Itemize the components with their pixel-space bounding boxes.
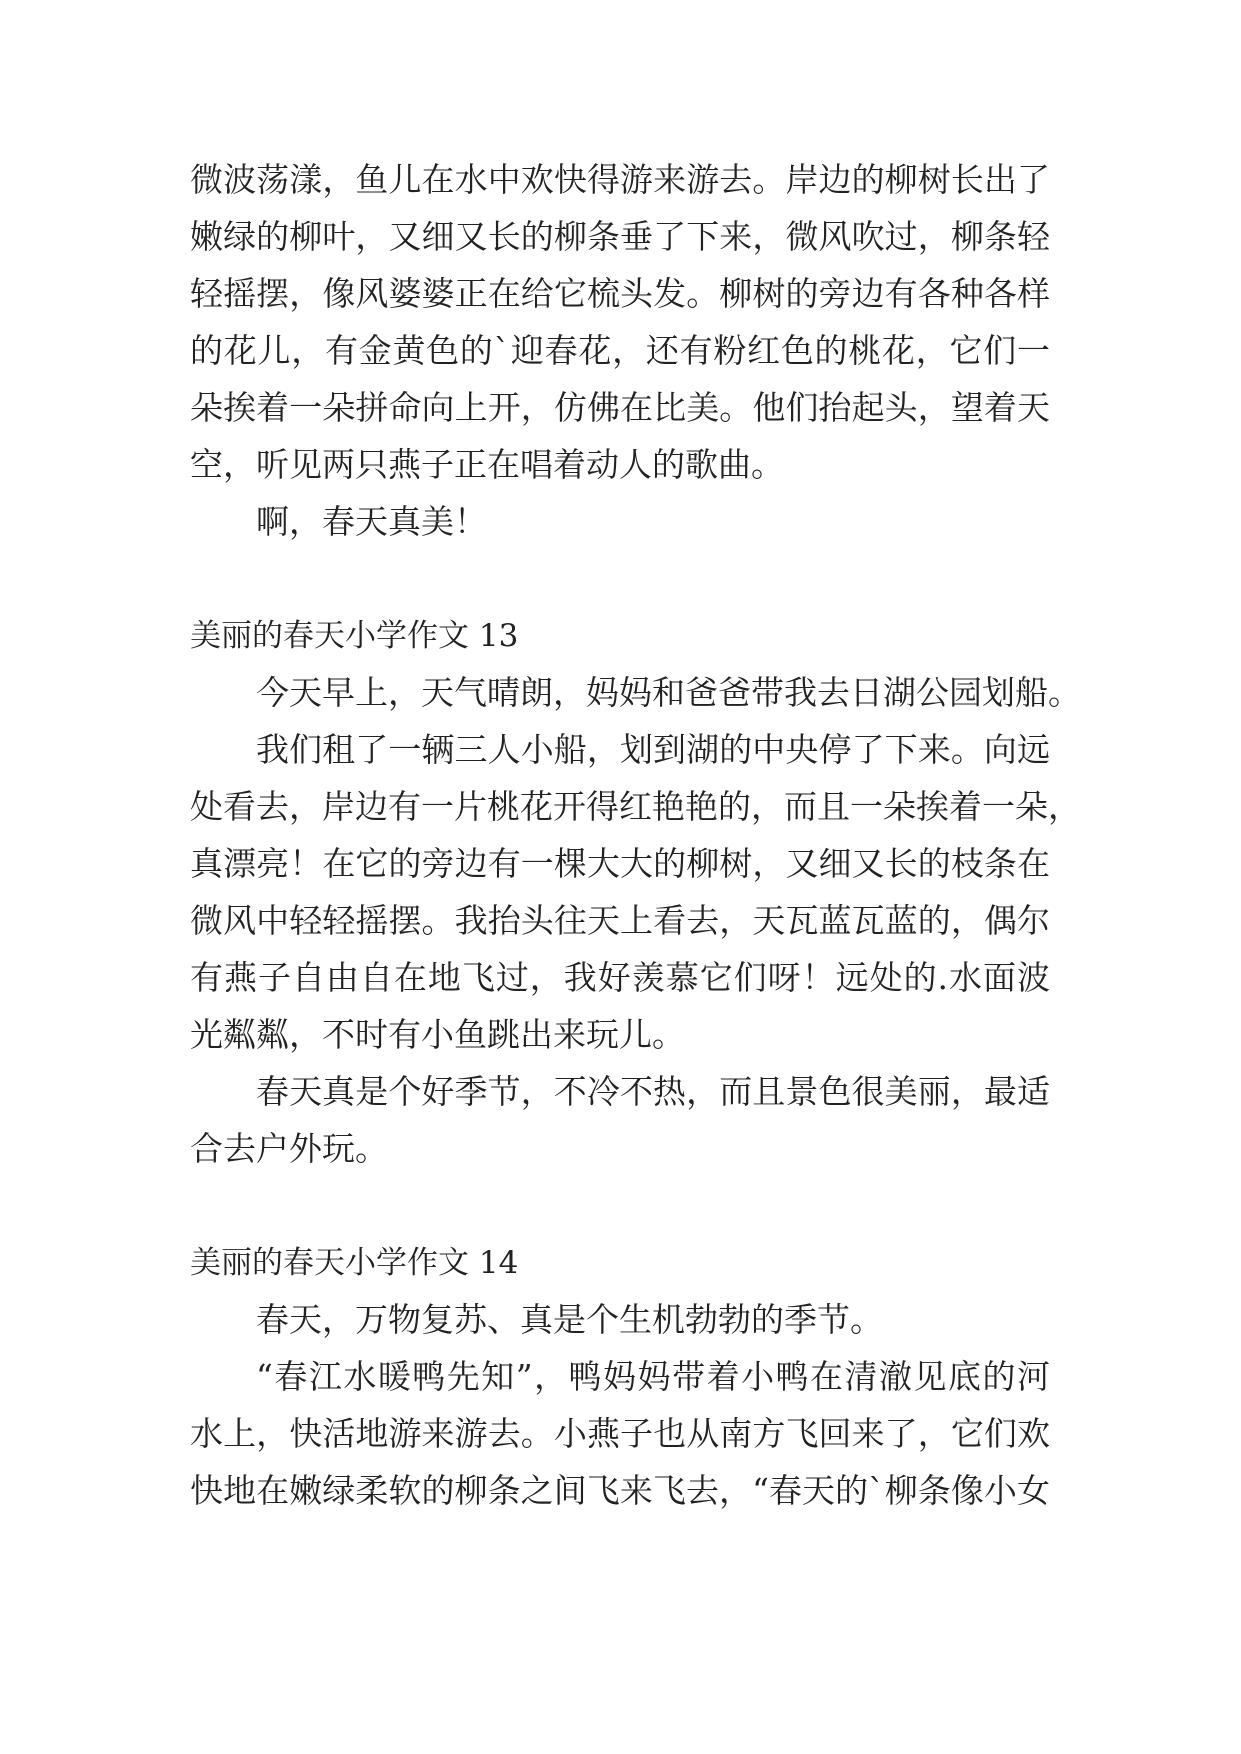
text-line: 我们租了一辆三人小船，划到湖的中央停了下来。向远 [256, 730, 1050, 769]
text-line: 空，听见两只燕子正在唱着动人的歌曲。 [190, 445, 784, 484]
text-line: 处看去，岸边有一片桃花开得红艳艳的，而且一朵挨着一朵， [190, 787, 1081, 826]
text-line: 有燕子自由自在地飞过，我好羡慕它们呀！远处的.水面波 [190, 958, 1050, 997]
text-line: 今天早上，天气晴朗，妈妈和爸爸带我去日湖公园划船。 [256, 673, 1081, 712]
text-line: “春江水暖鸭先知”，鸭妈妈带着小鸭在清澈见底的河 [256, 1357, 1050, 1396]
text-line: 光粼粼，不时有小鱼跳出来玩儿。 [190, 1015, 685, 1054]
text-line: 轻摇摆，像风婆婆正在给它梳头发。柳树的旁边有各种各样 [190, 274, 1050, 313]
text-line: 嫩绿的柳叶，又细又长的柳条垂了下来，微风吹过，柳条轻 [190, 217, 1050, 256]
text-line: 水上，快活地游来游去。小燕子也从南方飞回来了，它们欢 [190, 1414, 1050, 1453]
text-line: 的花儿，有金黄色的`迎春花，还有粉红色的桃花，它们一 [190, 331, 1050, 370]
text-line: 微风中轻轻摇摆。我抬头往天上看去，天瓦蓝瓦蓝的，偶尔 [190, 901, 1050, 940]
text-line: 真漂亮！在它的旁边有一棵大大的柳树，又细又长的枝条在 [190, 844, 1050, 883]
text-line: 微波荡漾，鱼儿在水中欢快得游来游去。岸边的柳树长出了 [190, 160, 1050, 199]
text-line: 啊，春天真美！ [256, 502, 487, 541]
text-line: 春天，万物复苏、真是个生机勃勃的季节。 [256, 1300, 883, 1339]
text-line: 春天真是个好季节，不冷不热，而且景色很美丽，最适 [256, 1072, 1050, 1111]
text-line: 快地在嫩绿柔软的柳条之间飞来飞去，“春天的`柳条像小女 [190, 1471, 1050, 1510]
text-line: 合去户外玩。 [190, 1129, 388, 1168]
essay-heading: 美丽的春天小学作文 13 [190, 618, 519, 654]
text-line: 朵挨着一朵拼命向上开，仿佛在比美。他们抬起头，望着天 [190, 388, 1050, 427]
essay-heading: 美丽的春天小学作文 14 [190, 1245, 519, 1281]
